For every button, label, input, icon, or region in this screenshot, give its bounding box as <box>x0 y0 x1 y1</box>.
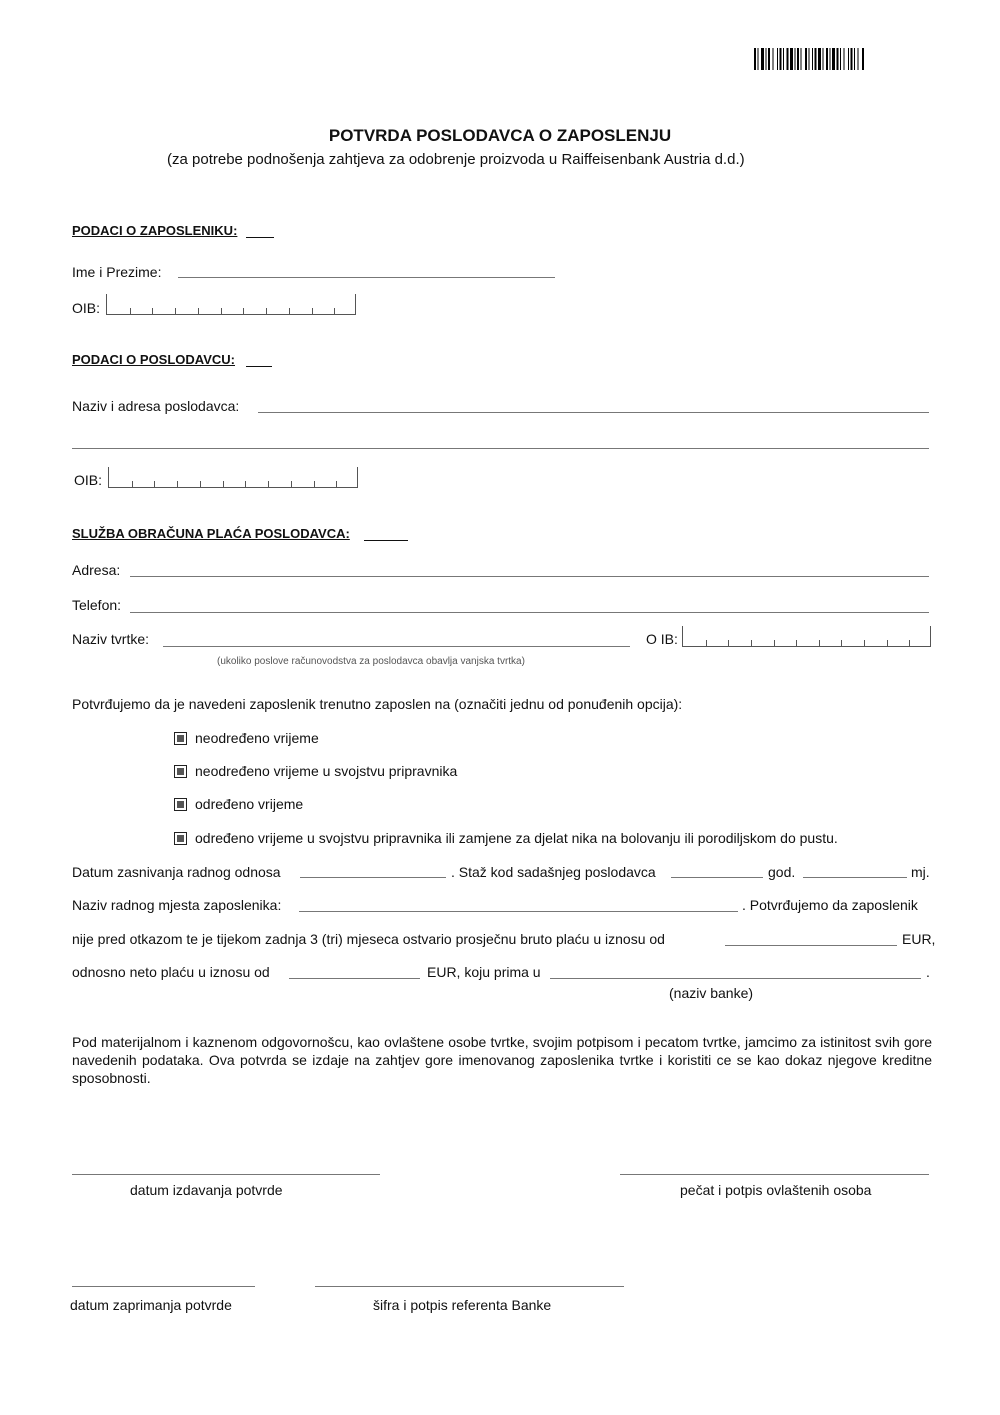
option-checkbox[interactable] <box>174 832 187 845</box>
oib-digit-divider <box>223 481 224 487</box>
payroll-heading: SLUŽBA OBRAČUNA PLAĆA POSLODAVCA: <box>72 526 350 541</box>
payroll-phone-label: Telefon: <box>72 597 122 613</box>
net-salary-label: odnosno neto plaću u iznosu od <box>72 964 270 980</box>
eur-label: EUR, <box>902 931 936 947</box>
disclaimer: Pod materijalnom i kaznenom odgovornošcu, kao ovlaštene osobe tvrtke, svojim potpisom i pecatom tvrtke, jamcimo za istinitost svih gore navedenih podataka. Ova potvrda se izdaje na zahtjev gore imenovanog zaposlenika tvrtke i koristiti ce se kao dokaz njegove kreditne sposobnosti. <box>72 1034 932 1086</box>
oib-digit-divider <box>706 640 707 646</box>
issue-date-label: datum izdavanja potvrde <box>130 1182 283 1198</box>
payroll-oib-label: O IB: <box>646 631 678 647</box>
confirm-continuation: . Potvrđujemo da zaposlenik <box>742 897 918 913</box>
employer-oib-field[interactable] <box>108 467 358 488</box>
tenure-months-field[interactable] <box>803 877 907 878</box>
oib-digit-divider <box>291 481 292 487</box>
page-title: POTVRDA POSLODAVCA O ZAPOSLENJU <box>328 126 672 145</box>
start-date-field[interactable] <box>300 877 446 878</box>
page-subtitle: (za potrebe podnošenja zahtjeva za odobrenje proizvoda u Raiffeisenbank Austria d.d.) <box>167 151 745 168</box>
employee-name-label: Ime i Prezime: <box>72 264 162 280</box>
option-label: neodređeno vrijeme <box>195 730 319 746</box>
employer-name-label: Naziv i adresa poslodavca: <box>72 398 240 414</box>
tenure-label: . Staž kod sadašnjeg poslodavca <box>451 864 656 880</box>
receipt-date-field[interactable] <box>72 1286 255 1287</box>
oib-digit-divider <box>268 481 269 487</box>
oib-digit-divider <box>728 640 729 646</box>
oib-digit-divider <box>909 640 910 646</box>
payroll-address-label: Adresa: <box>72 562 121 578</box>
employee-name-field[interactable] <box>178 277 555 278</box>
oib-digit-divider <box>312 308 313 314</box>
option-checkbox[interactable] <box>174 732 187 745</box>
oib-digit-divider <box>887 640 888 646</box>
position-label: Naziv radnog mjesta zaposlenika: <box>72 897 282 913</box>
employee-heading: PODACI O ZAPOSLENIKU: <box>72 223 238 238</box>
oib-digit-divider <box>198 308 199 314</box>
gross-salary-field[interactable] <box>725 945 897 946</box>
receipt-date-label: datum zaprimanja potvrde <box>70 1297 232 1313</box>
employer-heading: PODACI O POSLODAVCU: <box>72 352 235 367</box>
oib-digit-divider <box>751 640 752 646</box>
oib-digit-divider <box>132 481 133 487</box>
confirm-intro: Potvrđujemo da je navedeni zaposlenik trenutno zaposlen na (označiti jednu od ponuđenih opcija): <box>72 696 683 712</box>
months-label: mj. <box>911 864 930 880</box>
start-date-label: Datum zasnivanja radnog odnosa <box>72 864 281 880</box>
option-label: određeno vrijeme <box>195 796 304 812</box>
issue-date-field[interactable] <box>72 1174 380 1175</box>
employer-address-field[interactable] <box>72 448 929 449</box>
oib-digit-divider <box>152 308 153 314</box>
eur-bank-label: EUR, koju prima u <box>427 964 541 980</box>
oib-digit-divider <box>336 481 337 487</box>
oib-digit-divider <box>334 308 335 314</box>
option-checkbox[interactable] <box>174 765 187 778</box>
oib-digit-divider <box>774 640 775 646</box>
payroll-oib-field[interactable] <box>682 626 931 647</box>
oib-digit-divider <box>864 640 865 646</box>
stamp-sign-label: pečat i potpis ovlaštenih osoba <box>680 1182 872 1198</box>
period: . <box>926 964 930 980</box>
oib-digit-divider <box>245 481 246 487</box>
oib-digit-divider <box>200 481 201 487</box>
oib-digit-divider <box>221 308 222 314</box>
option-checkbox[interactable] <box>174 798 187 811</box>
oib-digit-divider <box>314 481 315 487</box>
position-field[interactable] <box>299 911 738 912</box>
years-label: god. <box>768 864 796 880</box>
oib-digit-divider <box>841 640 842 646</box>
option-label: određeno vrijeme u svojstvu pripravnika ili zamjene za djelat nika na bolovanju ili porodiljskom do pustu. <box>195 830 838 846</box>
heading-underline <box>364 540 408 541</box>
oib-digit-divider <box>154 481 155 487</box>
payroll-company-label: Naziv tvrtke: <box>72 631 150 647</box>
option-label: neodređeno vrijeme u svojstvu pripravnika <box>195 763 458 779</box>
barcode-icon <box>754 48 929 70</box>
salary-line: nije pred otkazom te je tijekom zadnja 3 (tri) mjeseca ostvario prosječnu bruto plaću u iznosu od <box>72 931 665 947</box>
employee-oib-field[interactable] <box>106 294 356 315</box>
oib-digit-divider <box>796 640 797 646</box>
bank-ref-label: šifra i potpis referenta Banke <box>373 1297 552 1313</box>
oib-digit-divider <box>266 308 267 314</box>
heading-underline <box>246 237 274 238</box>
bank-ref-field[interactable] <box>315 1286 624 1287</box>
heading-underline <box>246 366 272 367</box>
net-salary-field[interactable] <box>289 978 420 979</box>
oib-digit-divider <box>175 308 176 314</box>
payroll-address-field[interactable] <box>130 576 929 577</box>
bank-hint: (naziv banke) <box>669 985 754 1001</box>
oib-digit-divider <box>130 308 131 314</box>
oib-digit-divider <box>819 640 820 646</box>
employer-oib-label: OIB: <box>74 472 103 488</box>
oib-digit-divider <box>243 308 244 314</box>
oib-digit-divider <box>177 481 178 487</box>
stamp-sign-field[interactable] <box>620 1174 929 1175</box>
payroll-phone-field[interactable] <box>130 612 929 613</box>
bank-name-field[interactable] <box>550 978 921 979</box>
payroll-company-hint: (ukoliko poslove računovodstva za poslodavca obavlja vanjska tvrtka) <box>217 656 525 667</box>
employer-name-field[interactable] <box>258 412 929 413</box>
tenure-years-field[interactable] <box>671 877 763 878</box>
employee-oib-label: OIB: <box>72 300 101 316</box>
payroll-company-field[interactable] <box>163 646 630 647</box>
oib-digit-divider <box>289 308 290 314</box>
